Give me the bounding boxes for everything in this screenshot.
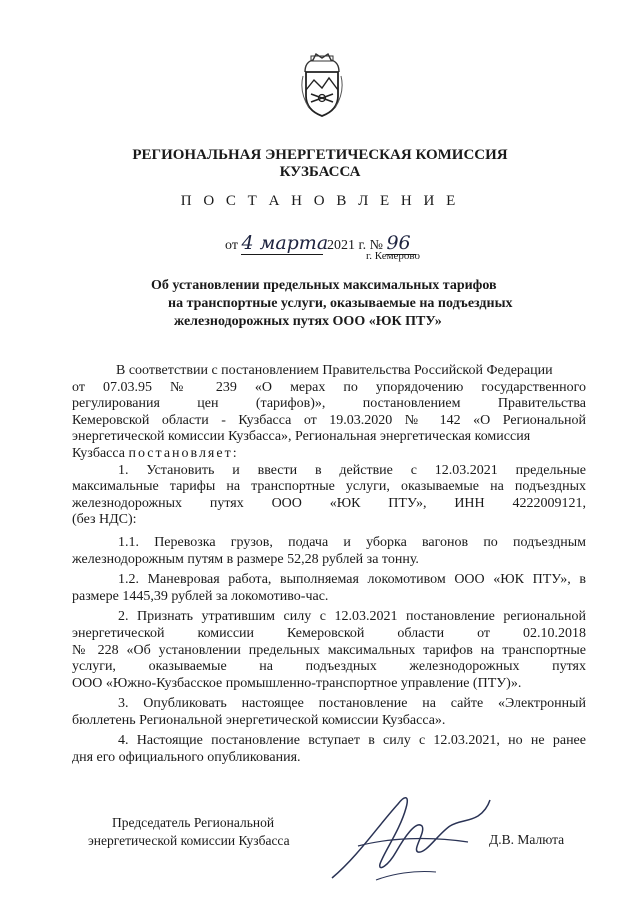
signatory-title-line2: энергетической комиссии Кузбасса [88, 833, 290, 848]
paragraph-text: Кузбасса [72, 445, 125, 461]
paragraph-line: регулирования цен (тарифов)», постановлением Правительства [72, 396, 586, 412]
item-2-line: ООО «Южно-Кузбасское промышленно-транспортное управление (ПТУ)». [72, 675, 522, 691]
resolves-word: постановляет: [128, 445, 239, 461]
item-4-line: 4. Настоящие постановление вступает в силу с 12.03.2021, но не ранее [118, 733, 586, 749]
signatory-title-line1: Председатель Региональной [112, 815, 275, 830]
org-name-line1: РЕГИОНАЛЬНАЯ ЭНЕРГЕТИЧЕСКАЯ КОМИССИЯ [132, 147, 508, 163]
item-2-line: услуги, оказываемые на подъездных железнодорожных путях [72, 659, 586, 675]
paragraph-line: В соответствии с постановлением Правительства Российской Федерации [116, 363, 553, 378]
item-1-1-line: 1.1. Перевозка грузов, подача и уборка вагонов по подъездным [118, 534, 586, 550]
subject-line1: Об установлении предельных максимальных тарифов [151, 278, 497, 293]
item-3-line: 3. Опубликовать настоящее постановление на сайте «Электронный [118, 696, 586, 712]
item-1-line: максимальные тарифы на транспортные услуги, оказываемые на подъездных [72, 479, 586, 495]
date-year: 2021 г. [326, 238, 367, 253]
document-type: П О С Т А Н О В Л Е Н И Е [180, 193, 460, 209]
document-body [72, 363, 586, 767]
paragraph-line: энергетической комиссии Кузбасса», Региональная энергетическая комиссия [72, 429, 531, 445]
kuzbass-coat-of-arms-icon [299, 52, 345, 118]
handwritten-number: 96 [386, 232, 416, 255]
handwritten-signature [318, 786, 494, 882]
item-1-line: (без НДС): [72, 512, 137, 528]
item-1-2-line: размере 1445,39 рублей за локомотиво-час. [72, 588, 329, 604]
paragraph-line: Кемеровской области - Кузбасса от 19.03.2020 № 142 «О Региональной [72, 412, 586, 428]
handwritten-date: 4 марта [241, 232, 329, 254]
item-2-line: № 228 «Об установлении предельных максимальных тарифов на транспортные [72, 642, 586, 658]
item-4-line: дня его официального опубликования. [72, 750, 301, 766]
item-1-line: железнодорожных путях ООО «ЮК ПТУ», ИНН 4222009121, [72, 495, 586, 511]
item-2-line: энергетической комиссии Кемеровской области от 02.10.2018 [72, 625, 586, 641]
paragraph-line [72, 446, 586, 463]
item-2-line: 2. Признать утратившим силу с 12.03.2021 постановление региональной [118, 609, 586, 625]
item-1-2-line: 1.2. Маневровая работа, выполняемая локомотивом ООО «ЮК ПТУ», в [118, 572, 586, 588]
paragraph-line: от 07.03.95 № 239 «О мерах по упорядочению государственного [72, 379, 586, 395]
item-1-1-line: железнодорожным путям в размере 52,28 рублей за тонну. [72, 551, 419, 567]
subject-line2: на транспортные услуги, оказываемые на подъездных [168, 296, 513, 311]
number-prefix: № [369, 238, 383, 253]
item-1-line: 1. Установить и ввести в действие с 12.03.2021 предельные [118, 462, 586, 478]
item-3-line: бюллетень Региональной энергетической комиссии Кузбасса». [72, 712, 446, 728]
org-name-line2: КУЗБАССА [279, 164, 361, 180]
city: г. Кемерово [366, 250, 421, 262]
date-prefix: от [225, 238, 238, 253]
signatory-name: Д.В. Малюта [489, 832, 565, 847]
subject-line3: железнодорожных путях ООО «ЮК ПТУ» [174, 314, 442, 329]
